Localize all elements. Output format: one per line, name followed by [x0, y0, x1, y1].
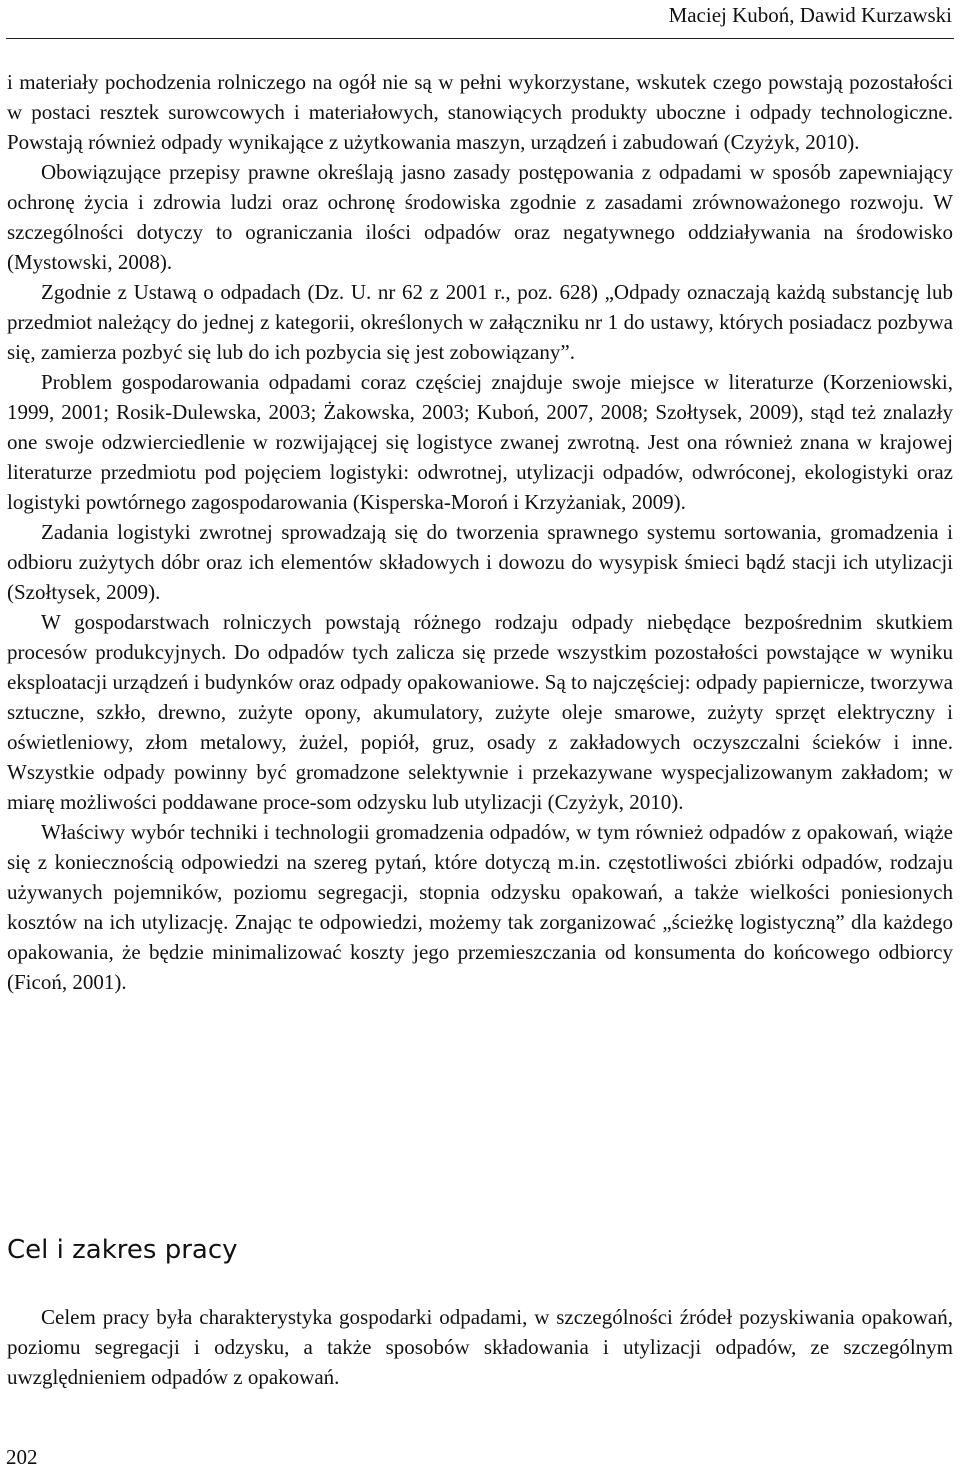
paragraph-reverse-logistics-tasks: Zadania logistyki zwrotnej sprowadzają się do tworzenia sprawnego systemu sortowania, gromadzenia i odbioru zużytych dóbr oraz ich elementów składowych i dowozu do wysypisk śmieci bądź stacji ich utylizacji (Szołtysek, 2009). [7, 520, 953, 604]
paragraph-waste-definition: Zgodnie z Ustawą o odpadach (Dz. U. nr 62 z 2001 r., poz. 628) „Odpady oznaczają każdą substancję lub przedmiot należący do jednej z kategorii, określonych w załączniku nr 1 do ustawy, których posiadacz pozbywa się, zamierza pozbyć się lub do ich pozbycia się jest zobowiązany”. [7, 280, 953, 364]
paragraph-collection-technology: Właściwy wybór techniki i technologii gromadzenia odpadów, w tym również odpadów z opakowań, wiąże się z koniecznością odpowiedzi na szereg pytań, które dotyczą m.in. częstotliwości zbiórki odpadów, rodzaju używanych pojemników, poziomu segregacji, stopnia odzysku opakowań, a także wielkości poniesionych kosztów na ich utylizację. Znając te odpowiedzi, możemy tak zorganizować „ścieżkę logistyczną” dla każdego opakowania, że będzie minimalizować koszty jego przemieszczania od konsumenta do końcowego odbiorcy (Ficoń, 2001). [7, 820, 953, 994]
paragraph-farm-waste: W gospodarstwach rolniczych powstają różnego rodzaju odpady niebędące bezpośrednim skutkiem procesów produkcyjnych. Do odpadów tych zalicza się przede wszystkim pozostałości powstające w wyniku eksploatacji urządzeń i budynków oraz odpady opakowaniowe. Są to najczęściej: odpady papiernicze, tworzywa sztuczne, szkło, drewno, zużyte opony, akumulatory, zużyte oleje smarowe, zużyty sprzęt elektryczny i oświetleniowy, złom metalowy, żużel, popiół, gruz, osady z zakładowych oczyszczalni ścieków i inne. Wszystkie odpady powinny być gromadzone selektywnie i przekazywane wyspecjalizowanym zakładom; w miarę możliwości poddawane proce-som odzysku lub utylizacji (Czyżyk, 2010). [7, 610, 953, 814]
section-heading: Cel i zakres pracy [7, 1235, 238, 1265]
body-text [7, 67, 953, 997]
paragraph-literature: Problem gospodarowania odpadami coraz częściej znajduje swoje miejsce w literaturze (Korzeniowski, 1999, 2001; Rosik-Dulewska, 2003; Żakowska, 2003; Kuboń, 2007, 2008; Szołtysek, 2009), stąd też znalazły one swoje odzwierciedlenie w rozwijającej się logistyce zwanej zwrotną. Jest ona również znana w krajowej literaturze przedmiotu pod pojęciem logistyki: odwrotnej, utylizacji odpadów, odwróconej, ekologistyki oraz logistyki powtórnego zagospodarowania (Kisperska-Moroń i Krzyżaniak, 2009). [7, 370, 953, 514]
paragraph-aim: Celem pracy była charakterystyka gospodarki odpadami, w szczególności źródeł pozyskiwania opakowań, poziomu segregacji i odzysku, a także sposobów składowania i utylizacji odpadów, ze szczególnym uwzględnieniem odpadów z opakowań. [7, 1305, 953, 1389]
header-divider [6, 38, 954, 39]
running-header-authors: Maciej Kuboń, Dawid Kurzawski [668, 3, 952, 27]
section-text [7, 1302, 953, 1392]
paragraph-continuation: i materiały pochodzenia rolniczego na ogół nie są w pełni wykorzystane, wskutek czego powstają pozostałości w postaci resztek surowcowych i materiałowych, stanowiących produkty uboczne i odpady technologiczne. Powstają również odpady wynikające z użytkowania maszyn, urządzeń i zabudowań (Czyżyk, 2010). [7, 70, 953, 154]
page-number: 202 [6, 1445, 38, 1469]
paragraph-regulations: Obowiązujące przepisy prawne określają jasno zasady postępowania z odpadami w sposób zapewniający ochronę życia i zdrowia ludzi oraz ochronę środowiska zgodnie z zasadami zrównoważonego rozwoju. W szczególności dotyczy to ograniczania ilości odpadów oraz negatywnego oddziaływania na środowisko (Mystowski, 2008). [7, 160, 953, 274]
